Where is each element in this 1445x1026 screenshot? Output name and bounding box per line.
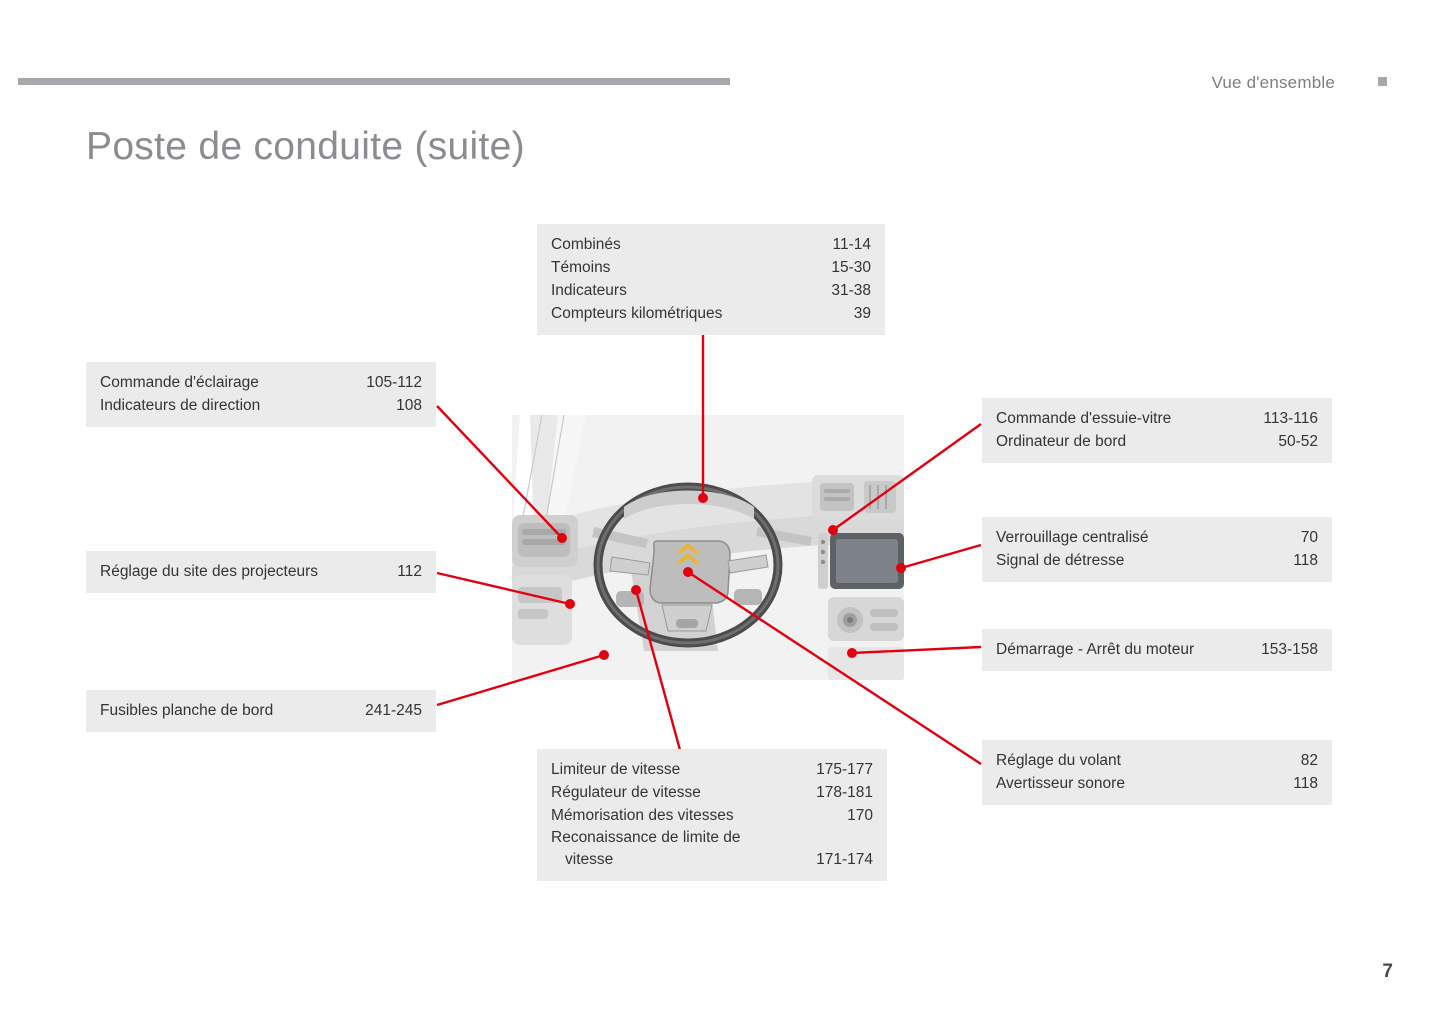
callout-label: Avertisseur sonore — [996, 775, 1125, 792]
callout-pages: 113-116 — [1263, 410, 1318, 427]
callout-label: Mémorisation des vitesses — [551, 807, 734, 824]
callout-pages: 70 — [1300, 529, 1318, 546]
callout-pages: 175-177 — [816, 761, 873, 778]
callout-reglage-volant — [982, 740, 1332, 805]
callout-pages: 118 — [1293, 775, 1318, 792]
callout-pages: 241-245 — [365, 702, 422, 719]
callout-combines — [537, 224, 885, 335]
callout-label: Démarrage - Arrêt du moteur — [996, 641, 1195, 658]
callout-pages: 15-30 — [831, 259, 871, 276]
header-square-marker — [1378, 77, 1387, 86]
callout-pages: 31-38 — [831, 282, 871, 299]
callout-label: Régulateur de vitesse — [551, 784, 701, 801]
callout-commande-eclairage — [86, 362, 436, 427]
dashboard-steering-wheel-illustration — [512, 415, 904, 680]
callout-row — [100, 560, 422, 583]
callout-pages: 171-174 — [816, 851, 873, 868]
callout-pages: 153-158 — [1261, 641, 1318, 658]
callout-row — [100, 371, 422, 394]
callout-label: Limiteur de vitesse — [551, 761, 681, 778]
callout-label: Fusibles planche de bord — [100, 702, 274, 719]
header-rule — [18, 78, 730, 85]
callout-row — [551, 827, 873, 871]
callout-row — [100, 394, 422, 417]
callout-pages: 170 — [847, 807, 873, 824]
callout-row — [996, 772, 1318, 795]
callout-pages: 39 — [853, 305, 871, 322]
callout-pages: 105-112 — [366, 374, 422, 391]
callout-pages: 112 — [397, 563, 422, 580]
callout-label: Témoins — [551, 259, 611, 276]
callout-row — [100, 699, 422, 722]
callout-label: Verrouillage centralisé — [996, 529, 1149, 546]
callout-row — [551, 279, 871, 302]
callout-pages: 118 — [1293, 552, 1318, 569]
callout-label: Réglage du volant — [996, 752, 1121, 769]
callout-row — [996, 526, 1318, 549]
callout-pages: 108 — [396, 397, 422, 414]
callout-pages: 178-181 — [816, 784, 873, 801]
callout-fusibles-planche-de-bord — [86, 690, 436, 732]
callout-label: Ordinateur de bord — [996, 433, 1127, 450]
callout-reglage-projecteurs — [86, 551, 436, 593]
callout-row — [551, 804, 873, 827]
callout-commande-essuie-vitre — [982, 398, 1332, 463]
page-title: Poste de conduite (suite) — [86, 125, 525, 168]
callout-pages: 50-52 — [1278, 433, 1318, 450]
callout-limiteur-vitesse — [537, 749, 887, 881]
callout-pages: 11-14 — [832, 236, 871, 253]
callout-label: Signal de détresse — [996, 552, 1125, 569]
callout-label: Indicateurs de direction — [100, 397, 261, 414]
callout-row — [551, 256, 871, 279]
callout-label: Compteurs kilométriques — [551, 305, 723, 322]
callout-label: Commande d'éclairage — [100, 374, 259, 391]
callout-row — [551, 781, 873, 804]
page-number: 7 — [1382, 961, 1393, 982]
callout-label-continued: vitesse — [565, 851, 614, 868]
callout-verrouillage-centralise — [982, 517, 1332, 582]
callout-row — [996, 749, 1318, 772]
header-section-label: Vue d'ensemble — [1211, 73, 1335, 92]
callout-label: Réglage du site des projecteurs — [100, 563, 318, 580]
callout-label: Commande d'essuie-vitre — [996, 410, 1172, 427]
callout-row — [996, 430, 1318, 453]
callout-row — [551, 233, 871, 256]
callout-label: Combinés — [551, 236, 621, 253]
callout-label: Reconaissance de limite de — [551, 829, 741, 846]
callout-label: Indicateurs — [551, 282, 627, 299]
callout-row — [551, 302, 871, 325]
callout-row — [996, 638, 1318, 661]
callout-row — [996, 549, 1318, 572]
callout-row — [996, 407, 1318, 430]
callout-row — [551, 758, 873, 781]
callout-demarrage-arret-moteur — [982, 629, 1332, 671]
callout-pages: 82 — [1300, 752, 1318, 769]
